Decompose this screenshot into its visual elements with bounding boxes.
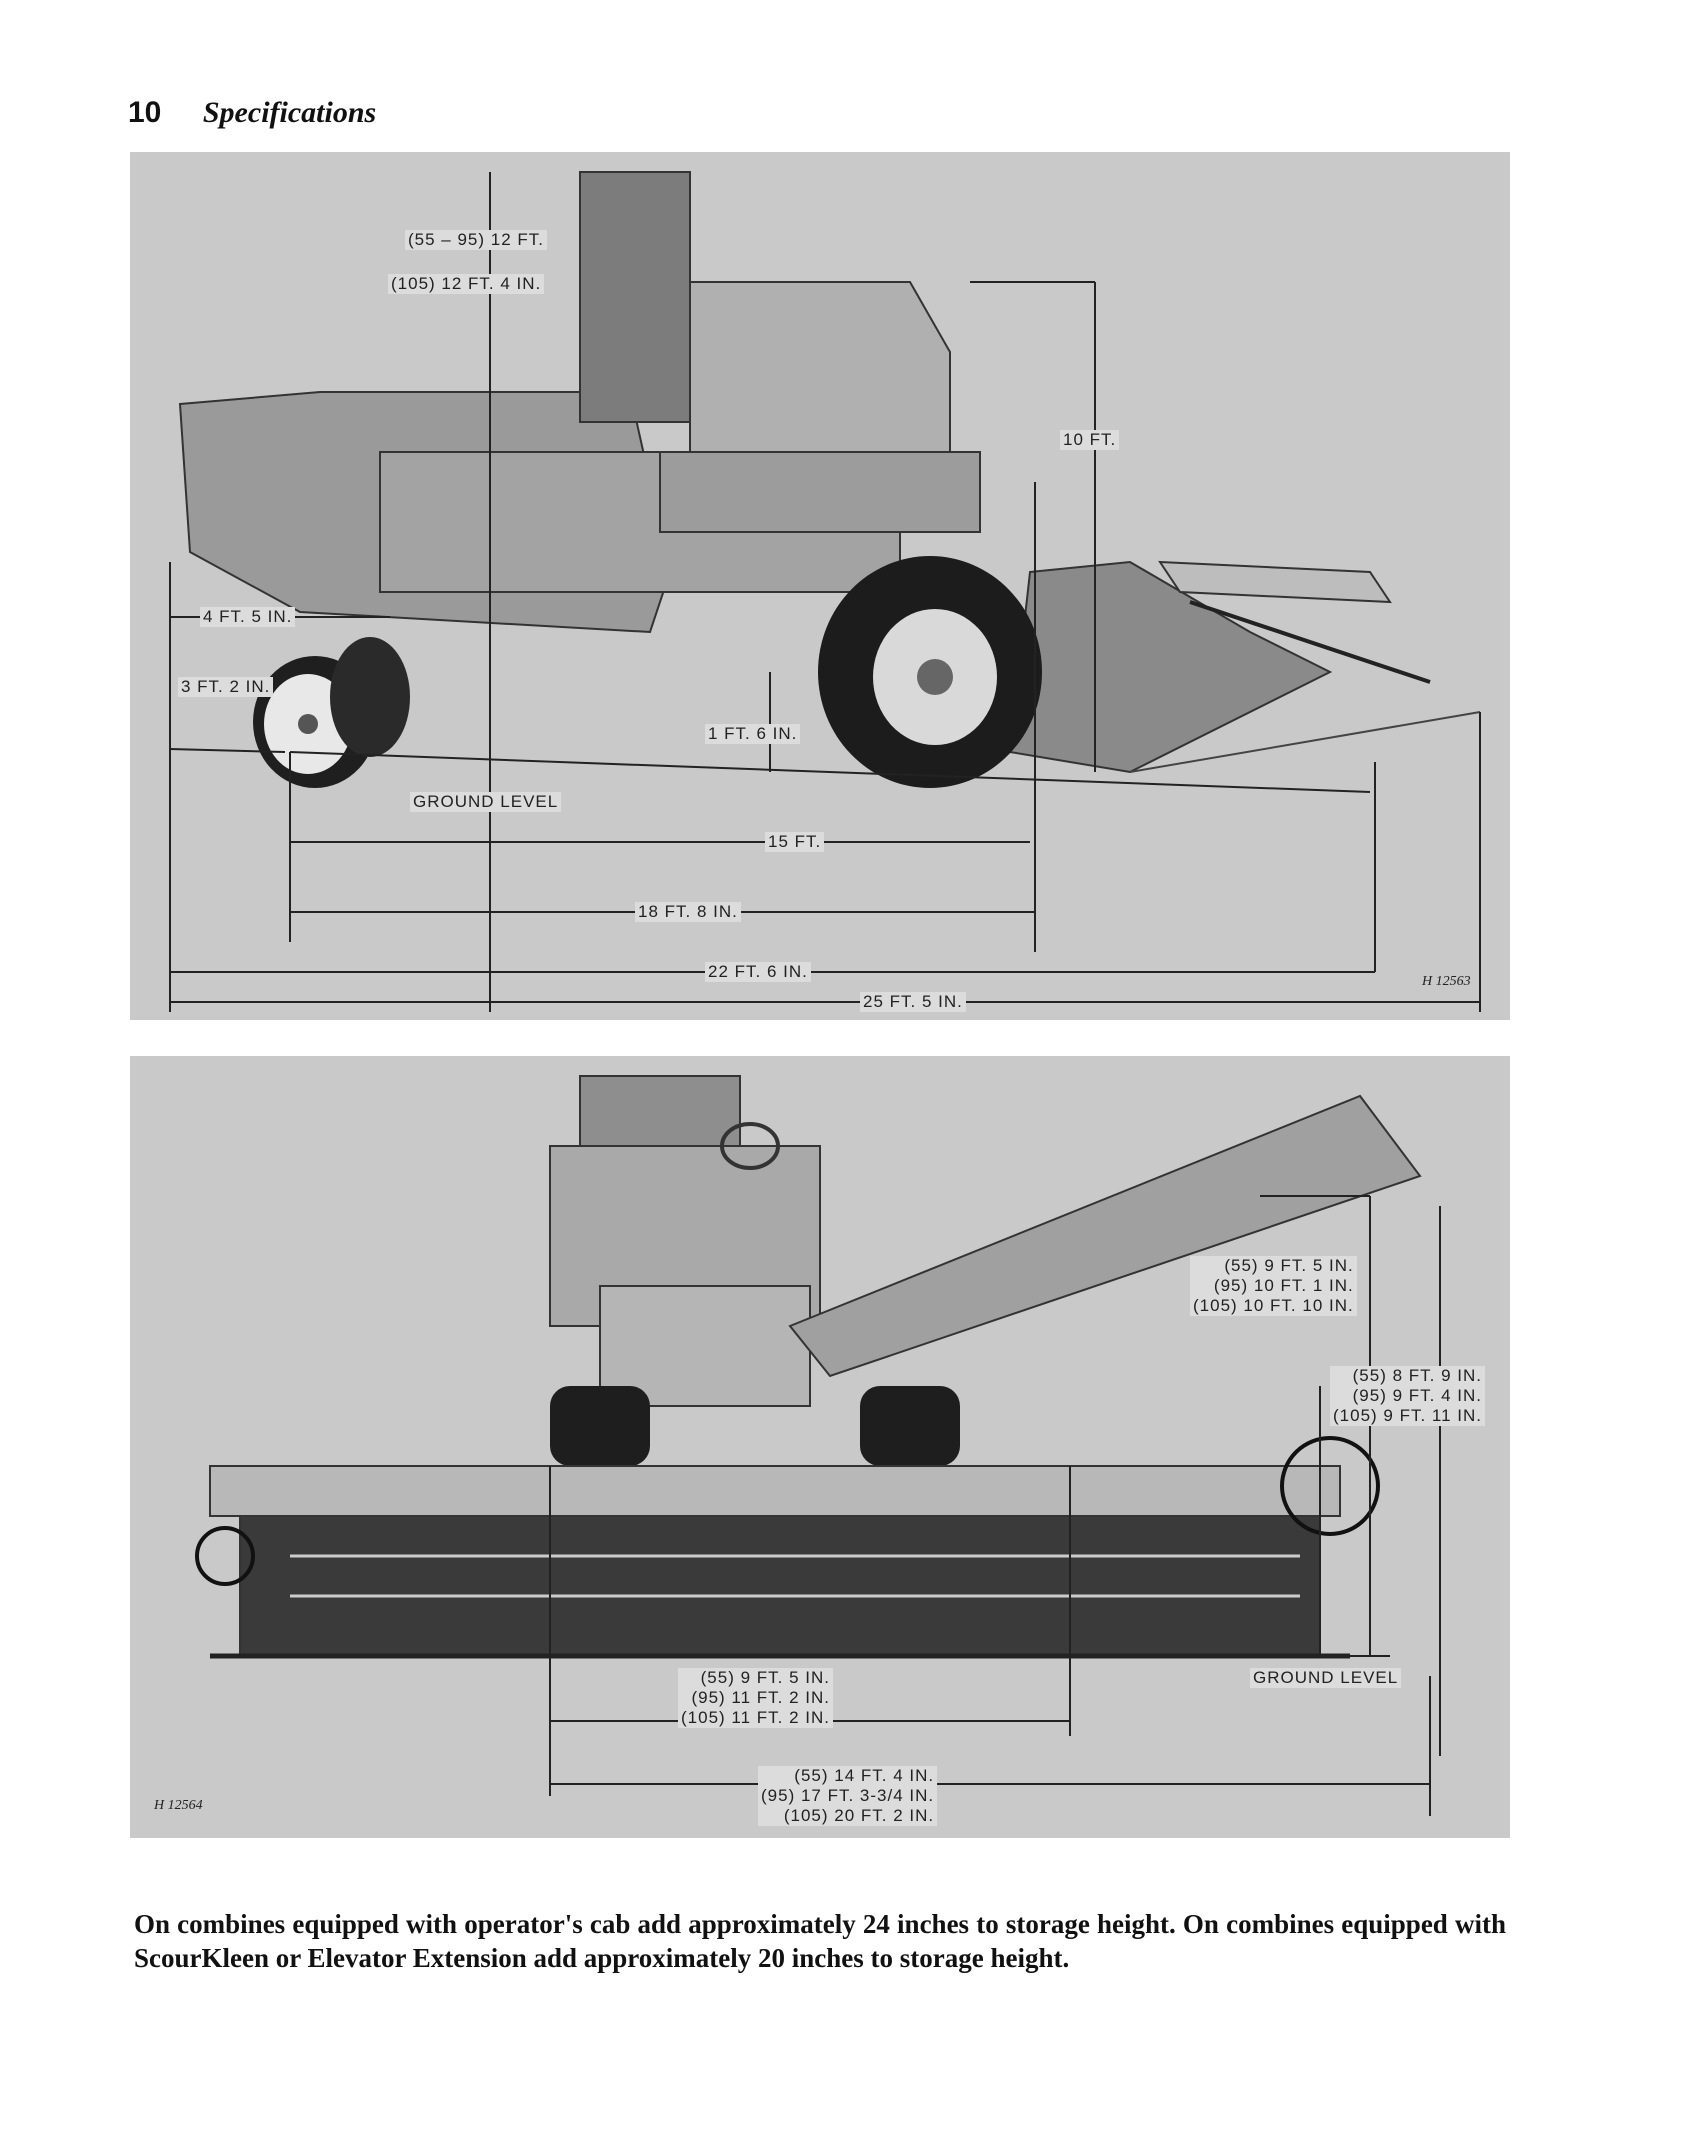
overall-width-label: (55) 14 FT. 4 IN. (95) 17 FT. 3-3/4 IN. (105) 20 FT. 2 IN. bbox=[758, 1766, 937, 1826]
storage-height-note: On combines equipped with operator's cab add approximately 24 inches to storage height. On combines equipped with ScourKleen or Elevator Extension add approximately 20 inches to storage height. bbox=[134, 1909, 1506, 1973]
height-label-105: (105) 12 FT. 4 IN. bbox=[388, 274, 544, 294]
unload-height-label: (55) 9 FT. 5 IN. (95) 10 FT. 1 IN. (105) 10 FT. 10 IN. bbox=[1190, 1256, 1357, 1316]
unloading-auger bbox=[790, 1096, 1420, 1376]
figure-ref-h12563: H 12563 bbox=[1422, 974, 1471, 989]
rear-height-label: 3 FT. 2 IN. bbox=[178, 677, 273, 697]
ground-level-label-front: GROUND LEVEL bbox=[1250, 1668, 1401, 1688]
combine-cab-and-body bbox=[550, 1076, 820, 1406]
page-number: 10 bbox=[128, 96, 162, 129]
combine-side-view-figure bbox=[130, 152, 1510, 1020]
rear-overhang-label: 4 FT. 5 IN. bbox=[200, 607, 295, 627]
header-platform bbox=[1010, 562, 1480, 772]
figure-ref-h12564: H 12564 bbox=[154, 1798, 203, 1813]
combine-front-view-figure bbox=[130, 1056, 1510, 1838]
length-25ft5-label: 25 FT. 5 IN. bbox=[860, 992, 966, 1012]
header-platform-front bbox=[197, 1438, 1378, 1656]
front-drive-wheel bbox=[818, 556, 1042, 788]
length-15ft-label: 15 FT. bbox=[765, 832, 824, 852]
combine-body bbox=[180, 172, 980, 632]
length-22ft6-label: 22 FT. 6 IN. bbox=[705, 962, 811, 982]
inner-width-label: (55) 9 FT. 5 IN. (95) 11 FT. 2 IN. (105) 11 FT. 2 IN. bbox=[678, 1668, 833, 1728]
height-label-55-95: (55 – 95) 12 FT. bbox=[405, 230, 547, 250]
height-label-10ft: 10 FT. bbox=[1060, 430, 1119, 450]
page-header bbox=[128, 96, 376, 130]
length-18ft8-label: 18 FT. 8 IN. bbox=[635, 902, 741, 922]
side-view-drawing bbox=[130, 152, 1510, 1020]
section-title: Specifications bbox=[202, 96, 377, 129]
ground-level-label: GROUND LEVEL bbox=[410, 792, 561, 812]
ground-clearance-label: 1 FT. 6 IN. bbox=[705, 724, 800, 744]
rear-wheel bbox=[253, 637, 410, 788]
machine-height-label: (55) 8 FT. 9 IN. (95) 9 FT. 4 IN. (105) 9 FT. 11 IN. bbox=[1330, 1366, 1485, 1426]
